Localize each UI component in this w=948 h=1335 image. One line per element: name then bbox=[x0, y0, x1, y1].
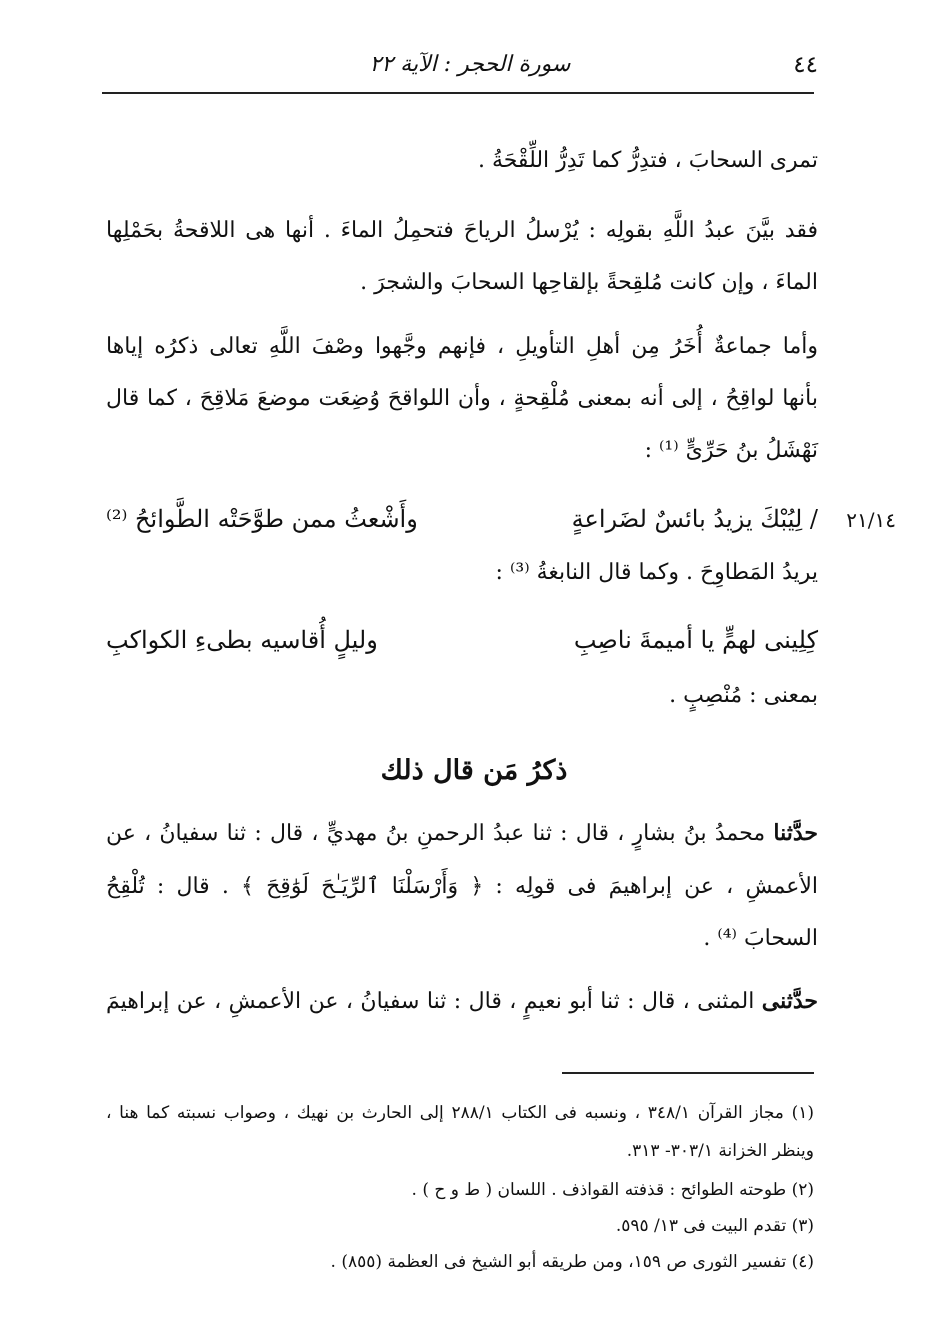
section-heading: ذكرُ مَن قال ذلك bbox=[380, 755, 568, 786]
verse-first-hemistich: / لِيُبْكَ يزيدُ بائسٌ لضَراعةٍ bbox=[571, 505, 818, 533]
paragraph-line: تمرى السحابَ ، فتدِرُّ كما تَدِرُّ اللِّقْحَةُ . bbox=[477, 148, 818, 173]
paragraph-line: فقد بيَّنَ عبدُ اللَّهِ بقولِه : يُرْسلُ الرياحَ فتحمِلُ الماءَ . أنها هى اللاقحةُ بحَمْلِها bbox=[106, 218, 818, 243]
paragraph-line: بمعنى : مُنْصِبٍ . bbox=[669, 683, 818, 708]
paragraph-line: يريدُ المَطاوِحَ . وكما قال النابغةُ ⁽³⁾ : bbox=[495, 560, 818, 585]
header-divider bbox=[102, 92, 814, 94]
volume-page-marker: ٢١/١٤ bbox=[846, 508, 896, 532]
paragraph-line: الماءَ ، وإن كانت مُلقِحةً بإلقاحِها السحابَ والشجرَ . bbox=[360, 270, 818, 295]
footnote: (١) مجاز القرآن ٣٤٨/١ ، ونسبه فى الكتاب ٢٨٨/١ إلى الحارث بن نهيك ، وصواب نسبته كما هنا ، bbox=[106, 1103, 814, 1123]
paragraph-line: وأما جماعةٌ أُخَرُ مِن أهلِ التأويلِ ، فإنهم وجَّهوا وصْفَ اللَّهِ تعالى ذكرُه إياها bbox=[106, 334, 818, 359]
narration-lead-word: حدَّثنى bbox=[761, 988, 818, 1014]
page-number: ٤٤ bbox=[793, 52, 818, 78]
footnote: وينظر الخزانة ٣٠٣/١- ٣١٣. bbox=[626, 1141, 814, 1161]
poetry-verse bbox=[106, 626, 818, 654]
narration-lead-word: حدَّثنا bbox=[773, 820, 818, 846]
paragraph-line: نَهْشَلُ بنُ حَرِّىٍّ ⁽¹⁾ : bbox=[644, 438, 818, 463]
hadith-line bbox=[106, 988, 818, 1014]
footnote-divider bbox=[562, 1072, 814, 1074]
footnote: (٢) طوحته الطوائح : قذفته القواذف . اللسان ( ط و ح ) . bbox=[411, 1180, 814, 1200]
footnote: (٤) تفسير الثورى ص ١٥٩، ومن طريقه أبو الشيخ فى العظمة (٨٥٥) . bbox=[330, 1252, 814, 1272]
hadith-line bbox=[106, 820, 818, 846]
hadith-line: السحابَ ⁽⁴⁾ . bbox=[703, 926, 818, 951]
paragraph-line: بأنها لواقِحُ ، إلى أنه بمعنى مُلْقِحةٍ ، وأن اللواقحَ وُضِعَت موضعَ مَلاقِحَ ، كما قال bbox=[106, 386, 818, 411]
poetry-verse bbox=[106, 505, 818, 533]
narration-text: محمدُ بنُ بشارٍ ، قال : ثنا عبدُ الرحمنِ بنُ مهديٍّ ، قال : ثنا سفيانُ ، عن bbox=[106, 821, 766, 846]
verse-first-hemistich: كِلِينى لهمٍّ يا أميمةَ ناصِبِ bbox=[573, 626, 818, 654]
verse-second-hemistich: وأَشْعثُ ممن طوَّحَتْه الطَّوائحُ ⁽²⁾ bbox=[106, 505, 418, 533]
narration-text: المثنى ، قال : ثنا أبو نعيمٍ ، قال : ثنا سفيانُ ، عن الأعمشِ ، عن إبراهيمَ bbox=[106, 989, 755, 1014]
running-header-title: سورة الحجر : الآية ٢٢ bbox=[369, 52, 571, 77]
verse-second-hemistich: وليلٍ أُقاسيه بطىءِ الكواكبِ bbox=[106, 626, 378, 654]
hadith-line: الأعمشِ ، عن إبراهيمَ فى قولِه : ﴿ وَأَرْسَلْنَا ٱلرِّيَـٰحَ لَوَٰقِحَ ﴾ . قال : تُلْقِحُ bbox=[106, 874, 818, 899]
footnote: (٣) تقدم البيت فى ١٣/ ٥٩٥. bbox=[615, 1216, 814, 1236]
